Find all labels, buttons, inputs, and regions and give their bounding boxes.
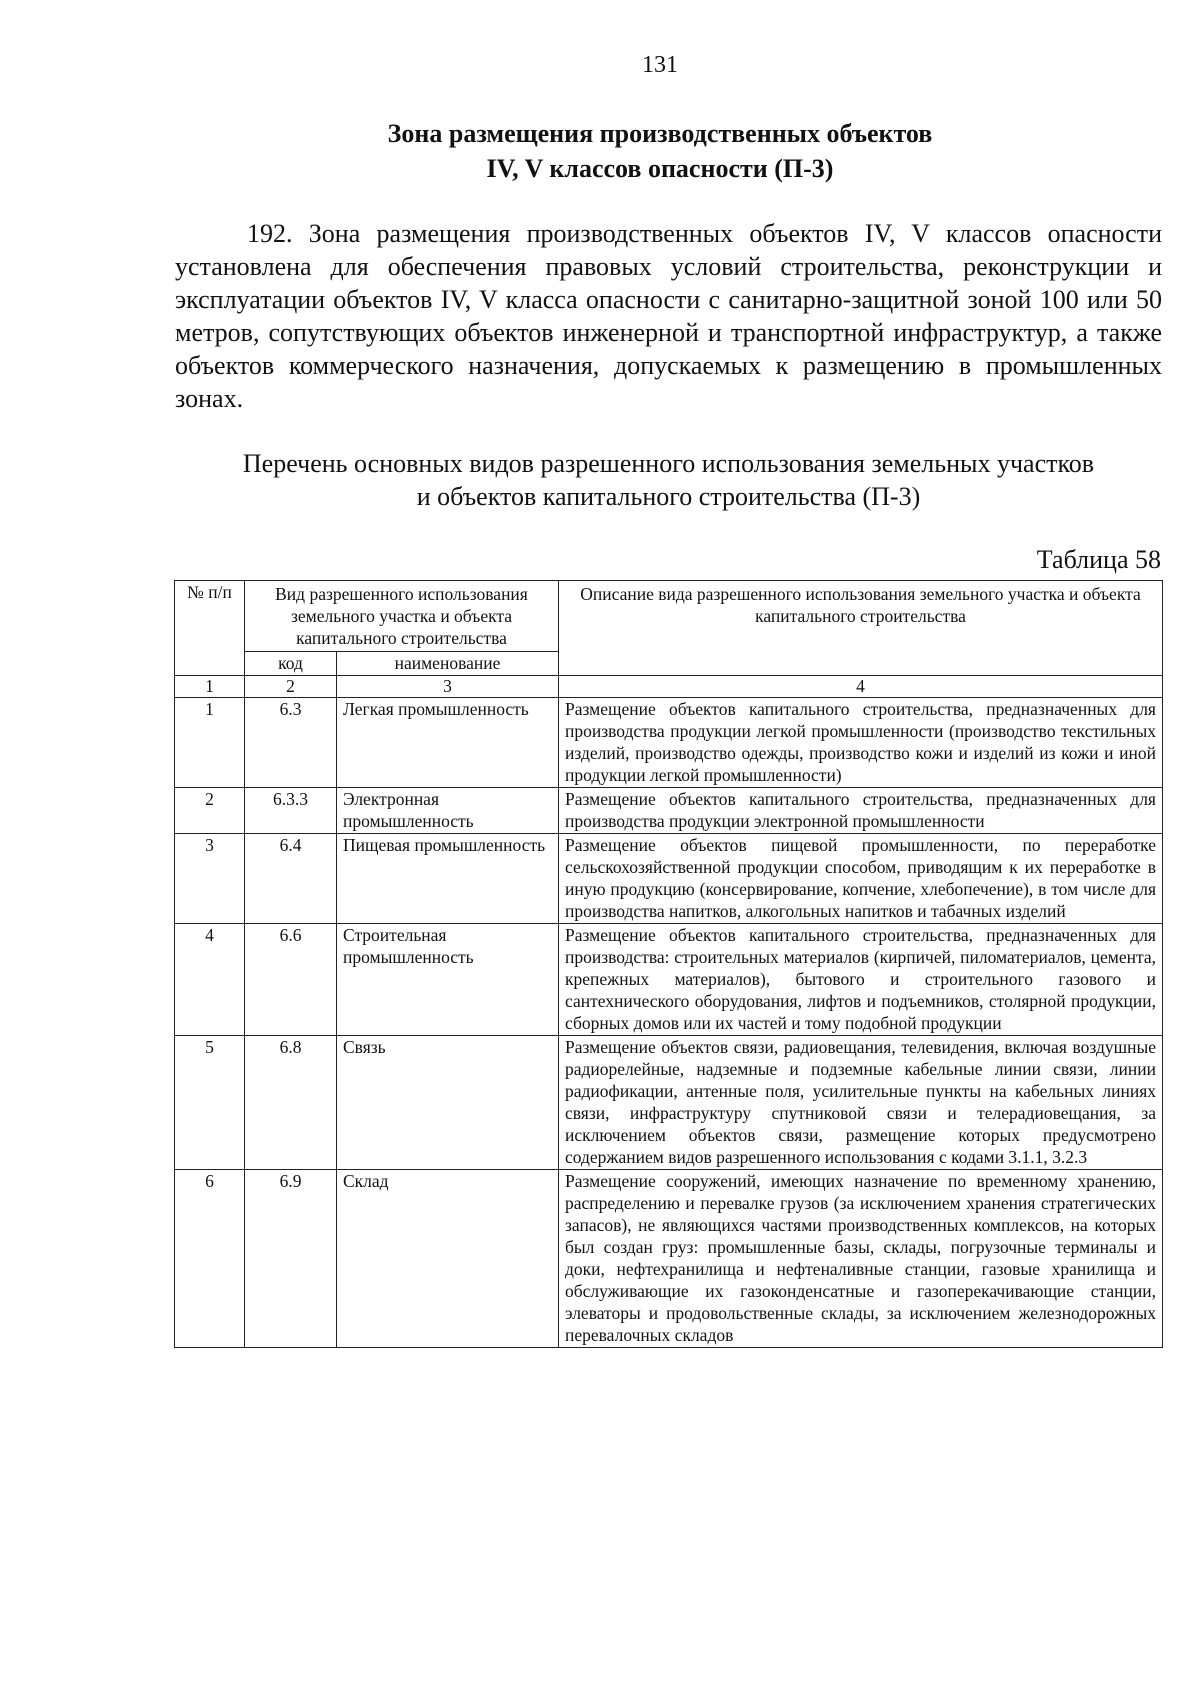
row-description: Размещение объектов капитального строительства, предназначенных для производства: строительных материалов (кирпичей, пиломатериалов, цемента, крепежных материалов), бытового и строительного газового и сантехнического оборудования, лифтов и подъемников, столярной продукции, сборных домов или их частей и тому подобной продукции <box>559 924 1163 1036</box>
row-num: 5 <box>175 1036 245 1170</box>
row-name: Электронная промышленность <box>337 788 559 834</box>
row-code: 6.6 <box>245 924 337 1036</box>
row-name: Связь <box>337 1036 559 1170</box>
row-num: 4 <box>175 924 245 1036</box>
header-name: наименование <box>337 652 559 676</box>
section-title <box>0 116 1200 186</box>
paragraph-text: Зона размещения производственных объектов IV, V классов опасности установлена для обеспечения правовых условий строительства, реконструкции и эксплуатации объектов IV, V класса опасности с санитарно-защитной зоной 100 или 50 метров, сопутствующих объектов инженерной и транспортной инфраструктур, а также объектов коммерческого назначения, допускаемых к размещению в промышленных зонах. <box>175 219 1162 413</box>
row-description: Размещение сооружений, имеющих назначение по временному хранению, распределению и перевалке грузов (за исключением хранения стратегических запасов), не являющихся частями производственных комплексов, на которых был создан груз: промышленные базы, склады, погрузочные терминалы и доки, нефтехранилища и нефтеналивные станции, газовые хранилища и обслуживающие их газоконденсатные и газоперекачивающие станции, элеваторы и продовольственные склады, за исключением железнодорожных перевалочных складов <box>559 1170 1163 1348</box>
row-num: 1 <box>175 698 245 788</box>
row-name: Строительная промышленность <box>337 924 559 1036</box>
row-code: 6.9 <box>245 1170 337 1348</box>
section-title-line-2: IV, V классов опасности (П-3) <box>486 154 834 183</box>
row-description: Размещение объектов пищевой промышленности, по переработке сельскохозяйственной продукции способом, приводящим к их переработке в иную продукцию (консервирование, копчение, хлебопечение), в том числе для производства напитков, алкогольных напитков и табачных изделий <box>559 834 1163 924</box>
table-header-row <box>175 581 1163 652</box>
row-num: 6 <box>175 1170 245 1348</box>
table-row <box>175 924 1163 1036</box>
row-name: Легкая промышленность <box>337 698 559 788</box>
list-title <box>180 447 1157 513</box>
header-code: код <box>245 652 337 676</box>
row-code: 6.4 <box>245 834 337 924</box>
section-title-line-1: Зона размещения производственных объектов <box>387 119 933 148</box>
header-kind: Вид разрешенного использования земельного участка и объекта капитального строительства <box>245 581 559 652</box>
row-code: 6.3 <box>245 698 337 788</box>
row-code: 6.3.3 <box>245 788 337 834</box>
column-number: 2 <box>245 676 337 698</box>
column-number: 4 <box>559 676 1163 698</box>
row-code: 6.8 <box>245 1036 337 1170</box>
table-row <box>175 788 1163 834</box>
table-row <box>175 698 1163 788</box>
table-row <box>175 1036 1163 1170</box>
row-description: Размещение объектов капитального строительства, предназначенных для производства продукции легкой промышленности (производство текстильных изделий, производство одежды, производство кожи и изделий из кожи и иной продукции легкой промышленности) <box>559 698 1163 788</box>
zone-paragraph <box>175 217 1162 415</box>
header-description: Описание вида разрешенного использования земельного участка и объекта капитального строительства <box>559 581 1163 676</box>
list-title-line-2: и объектов капитального строительства (П-3) <box>416 482 921 511</box>
row-num: 2 <box>175 788 245 834</box>
column-number: 1 <box>175 676 245 698</box>
row-description: Размещение объектов капитального строительства, предназначенных для производства продукции электронной промышленности <box>559 788 1163 834</box>
paragraph-number: 192. <box>247 219 293 248</box>
table-row <box>175 834 1163 924</box>
permitted-use-table <box>174 580 1163 1348</box>
header-num: № п/п <box>175 581 245 676</box>
row-num: 3 <box>175 834 245 924</box>
page-number: 131 <box>642 52 678 78</box>
table-caption: Таблица 58 <box>1036 545 1161 574</box>
list-title-line-1: Перечень основных видов разрешенного использования земельных участков <box>242 449 1095 478</box>
table-row <box>175 1170 1163 1348</box>
column-number: 3 <box>337 676 559 698</box>
column-number-row <box>175 676 1163 698</box>
row-description: Размещение объектов связи, радиовещания, телевидения, включая воздушные радиорелейные, надземные и подземные кабельные линии связи, линии радиофикации, антенные поля, усилительные пункты на кабельных линиях связи, инфраструктуру спутниковой связи и телерадиовещания, за исключением объектов связи, размещение которых предусмотрено содержанием видов разрешенного использования с кодами 3.1.1, 3.2.3 <box>559 1036 1163 1170</box>
row-name: Пищевая промышленность <box>337 834 559 924</box>
row-name: Склад <box>337 1170 559 1348</box>
